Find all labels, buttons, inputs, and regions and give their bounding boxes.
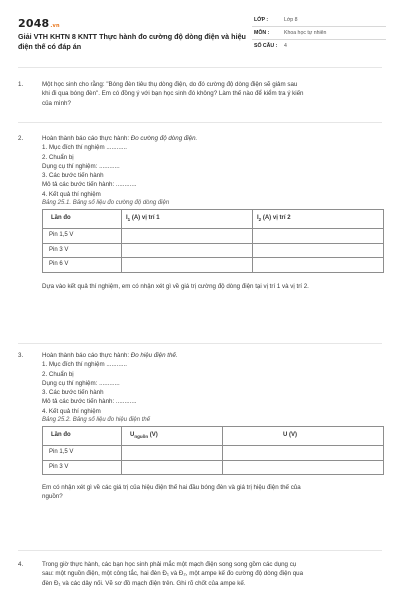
table-row bbox=[43, 460, 384, 475]
meta-subject-row bbox=[252, 27, 386, 40]
current-data-table bbox=[42, 209, 384, 273]
table-cell bbox=[223, 460, 384, 475]
table-cell bbox=[253, 229, 384, 244]
document-title: Giải VTH KHTN 8 KNTT Thực hành đo cường độ dòng điện và hiệu điện thế có đáp án bbox=[18, 32, 246, 51]
question-number: 1. bbox=[18, 81, 24, 88]
table-caption: Bảng 25.2. Bảng số liệu đo hiệu điện thế bbox=[42, 417, 151, 424]
question-divider bbox=[18, 550, 382, 551]
question-text-line: Trong giờ thực hành, các bạn học sinh phải mắc một mạch điện song song gồm các dụng cụ bbox=[42, 561, 297, 568]
report-item: Mô tả các bước tiến hành: ............ bbox=[42, 181, 137, 189]
question-number: 4. bbox=[18, 561, 24, 568]
table-header-cell: $U_{nguồn}$ (V) bbox=[122, 427, 223, 446]
logo-suffix: .vn bbox=[50, 23, 60, 29]
meta-class-row bbox=[252, 14, 386, 27]
question-1 bbox=[18, 80, 383, 108]
table-cell: Pin 3 V bbox=[43, 243, 122, 258]
table-header-cell: $I_2$ (A) vị trí 2 bbox=[253, 210, 384, 229]
report-item: 1. Mục đích thí nghiệm ............ bbox=[42, 361, 127, 369]
meta-count-value: 4 bbox=[284, 43, 287, 49]
table-cell: Pin 1,5 V bbox=[43, 446, 122, 461]
report-item: 4. Kết quả thí nghiệm bbox=[42, 190, 101, 198]
table-cell bbox=[253, 258, 384, 273]
report-item: Dụng cụ thí nghiệm: ............ bbox=[42, 162, 120, 170]
report-item: 3. Các bước tiến hành bbox=[42, 172, 104, 180]
header-divider bbox=[18, 67, 382, 68]
report-item: 3. Các bước tiến hành bbox=[42, 389, 104, 397]
table-header-cell: U (V) bbox=[223, 427, 384, 446]
intro-text: Hoàn thành báo cáo thực hành: bbox=[42, 135, 131, 142]
question-text-line: Một học sinh cho rằng: "Bóng đèn tiêu thụ dòng điện, do đó cường độ dòng điện sẽ giảm sau bbox=[42, 81, 298, 88]
table-cell bbox=[122, 258, 253, 273]
table-cell bbox=[122, 446, 223, 461]
table-row bbox=[43, 243, 384, 258]
table-header-row bbox=[43, 427, 384, 446]
meta-count-label: SỐ CÂU : bbox=[254, 43, 278, 49]
table-row bbox=[43, 258, 384, 273]
meta-class-label: LỚP : bbox=[254, 17, 269, 23]
question-intro bbox=[42, 134, 383, 143]
table-cell bbox=[253, 243, 384, 258]
table-header-cell: Lần đo bbox=[43, 210, 122, 229]
voltage-data-table bbox=[42, 426, 384, 475]
site-logo[interactable] bbox=[18, 17, 60, 30]
question-conclusion: Dựa vào kết quả thí nghiệm, em có nhận xét gì về giá trị cường độ dòng điện tại vị trí 1 và vị trí 2. bbox=[42, 282, 309, 290]
table-cell bbox=[122, 460, 223, 475]
meta-subject-value: Khoa học tự nhiên bbox=[284, 30, 327, 36]
table-cell bbox=[122, 229, 253, 244]
table-cell: Pin 6 V bbox=[43, 258, 122, 273]
question-4 bbox=[18, 560, 383, 588]
question-conclusion: nguồn? bbox=[42, 493, 63, 501]
question-number: 3. bbox=[18, 352, 24, 359]
table-caption: Bảng 25.1. Bảng số liệu đo cường độ dòng điện bbox=[42, 200, 170, 207]
question-text-line: của mình? bbox=[42, 99, 71, 107]
intro-text: Hoàn thành báo cáo thực hành: bbox=[42, 352, 131, 359]
intro-topic: Đo hiệu điện thế. bbox=[130, 352, 178, 359]
report-item: 2. Chuẩn bị bbox=[42, 153, 74, 161]
meta-class-value: Lớp 8 bbox=[284, 17, 298, 23]
report-item: 4. Kết quả thí nghiệm bbox=[42, 407, 101, 415]
question-text-line: khi đi qua bóng đèn". Em có đồng ý với bạn học sinh đó không? Làm thế nào để kiểm tra ý kiến bbox=[42, 90, 304, 98]
table-header-row bbox=[43, 210, 384, 229]
question-2 bbox=[18, 134, 383, 291]
report-item: 2. Chuẩn bị bbox=[42, 370, 74, 378]
meta-subject-label: MÔN : bbox=[254, 30, 270, 36]
question-3 bbox=[18, 351, 383, 502]
question-divider bbox=[18, 122, 382, 123]
logo-text: 2048 bbox=[18, 17, 50, 30]
question-conclusion: Em có nhận xét gì về các giá trị của hiệu điện thế hai đầu bóng đèn và giá trị hiệu điện thế của bbox=[42, 484, 301, 492]
report-item: Mô tả các bước tiến hành: ............ bbox=[42, 398, 137, 406]
question-intro bbox=[42, 351, 383, 360]
table-row bbox=[43, 229, 384, 244]
report-item: 1. Mục đích thí nghiệm ............ bbox=[42, 144, 127, 152]
table-cell: Pin 3 V bbox=[43, 460, 122, 475]
table-cell bbox=[223, 446, 384, 461]
table-cell bbox=[122, 243, 253, 258]
question-text-line: sau: một nguồn điện, một công tắc, hai đèn Đ₁ và Đ₂, một ampe kế đo cường độ dòng điện qua bbox=[42, 570, 304, 578]
question-divider bbox=[18, 343, 382, 344]
intro-topic: Đo cường độ dòng điện. bbox=[130, 135, 198, 142]
meta-count-row bbox=[252, 40, 386, 52]
table-header-cell: Lần đo bbox=[43, 427, 122, 446]
report-item: Dụng cụ thí nghiệm: ............ bbox=[42, 379, 120, 387]
question-text-line: đèn Đ₁ và các dây nối. Vẽ sơ đồ mạch điện trên. Ghi rõ chốt của ampe kế. bbox=[42, 579, 246, 587]
table-row bbox=[43, 446, 384, 461]
table-header-cell: $I_1$ (A) vị trí 1 bbox=[122, 210, 253, 229]
table-cell: Pin 1,5 V bbox=[43, 229, 122, 244]
document-header bbox=[0, 0, 400, 58]
question-number: 2. bbox=[18, 135, 24, 142]
